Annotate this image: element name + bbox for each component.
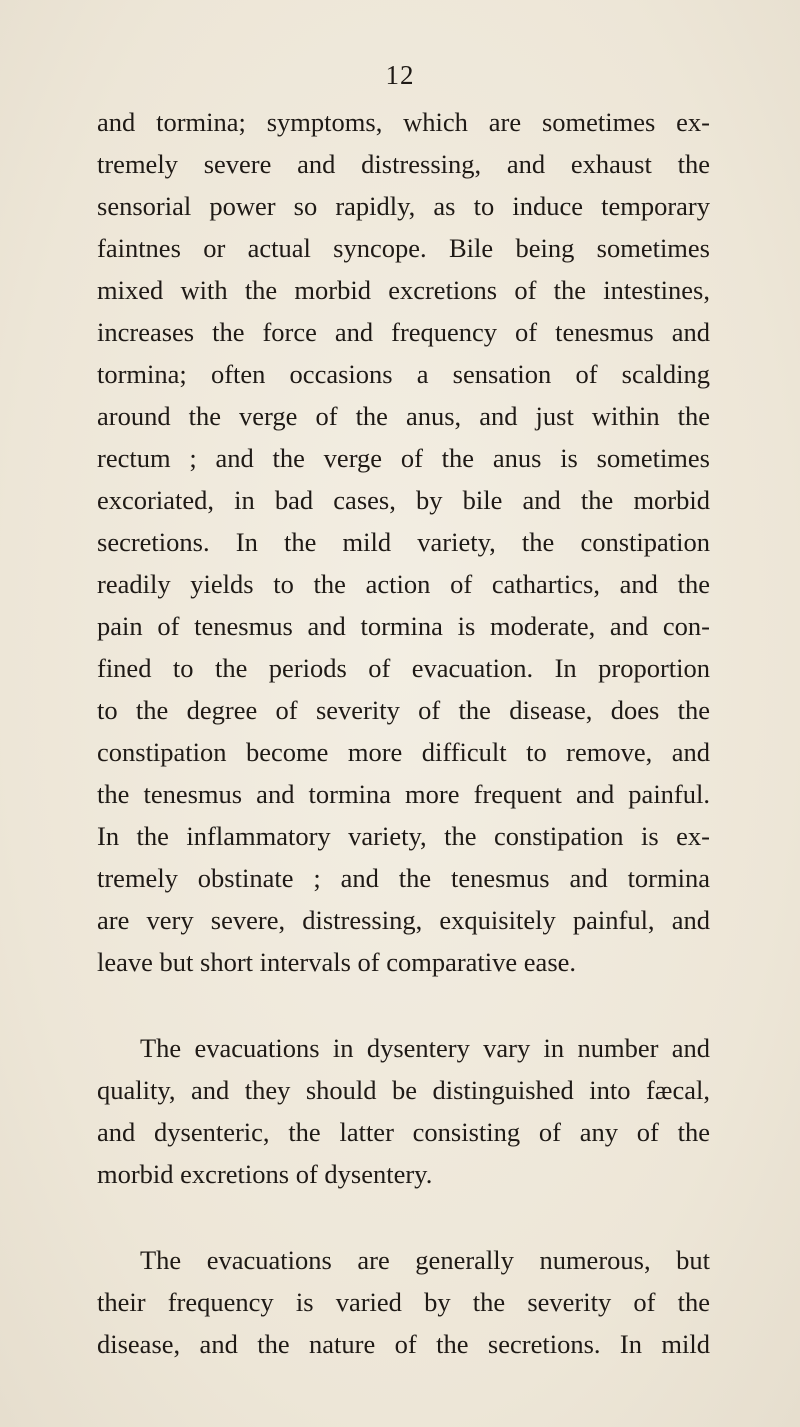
text-line: around the verge of the anus, and just within the [97, 401, 710, 431]
text-line: and tormina; symptoms, which are sometimes ex- [97, 107, 710, 137]
text-line: disease, and the nature of the secretions. In mild [97, 1329, 710, 1359]
text-line: leave but short intervals of comparative ease. [97, 947, 577, 977]
text-line: mixed with the morbid excretions of the intestines, [97, 275, 710, 305]
text-line: to the degree of severity of the disease, does the [97, 695, 710, 725]
text-line: rectum ; and the verge of the anus is sometimes [97, 443, 710, 473]
text-line: secretions. In the mild variety, the constipation [97, 527, 710, 557]
text-line: increases the force and frequency of tenesmus and [97, 317, 710, 347]
text-line: are very severe, distressing, exquisitely painful, and [97, 905, 710, 935]
text-line: The evacuations in dysentery vary in number and [140, 1033, 710, 1063]
text-line: faintnes or actual syncope. Bile being sometimes [97, 233, 710, 263]
text-line: readily yields to the action of cathartics, and the [97, 569, 710, 599]
text-line: tormina; often occasions a sensation of scalding [97, 359, 710, 389]
page-number: 12 [385, 60, 415, 90]
text-line: excoriated, in bad cases, by bile and the morbid [97, 485, 710, 515]
text-line: and dysenteric, the latter consisting of any of the [97, 1117, 710, 1147]
text-line: the tenesmus and tormina more frequent and painful. [97, 779, 710, 809]
text-line: fined to the periods of evacuation. In proportion [97, 653, 710, 683]
text-line: tremely obstinate ; and the tenesmus and tormina [97, 863, 710, 893]
text-line: sensorial power so rapidly, as to induce temporary [97, 191, 710, 221]
text-line: tremely severe and distressing, and exhaust the [97, 149, 710, 179]
text-line: The evacuations are generally numerous, but [140, 1245, 710, 1275]
text-line: pain of tenesmus and tormina is moderate, and con- [97, 611, 710, 641]
text-line: In the inflammatory variety, the constipation is ex- [97, 821, 710, 851]
text-line: morbid excretions of dysentery. [97, 1159, 433, 1189]
text-line: constipation become more difficult to remove, and [97, 737, 710, 767]
text-line: quality, and they should be distinguished into fæcal, [97, 1075, 710, 1105]
text-line: their frequency is varied by the severity of the [97, 1287, 710, 1317]
